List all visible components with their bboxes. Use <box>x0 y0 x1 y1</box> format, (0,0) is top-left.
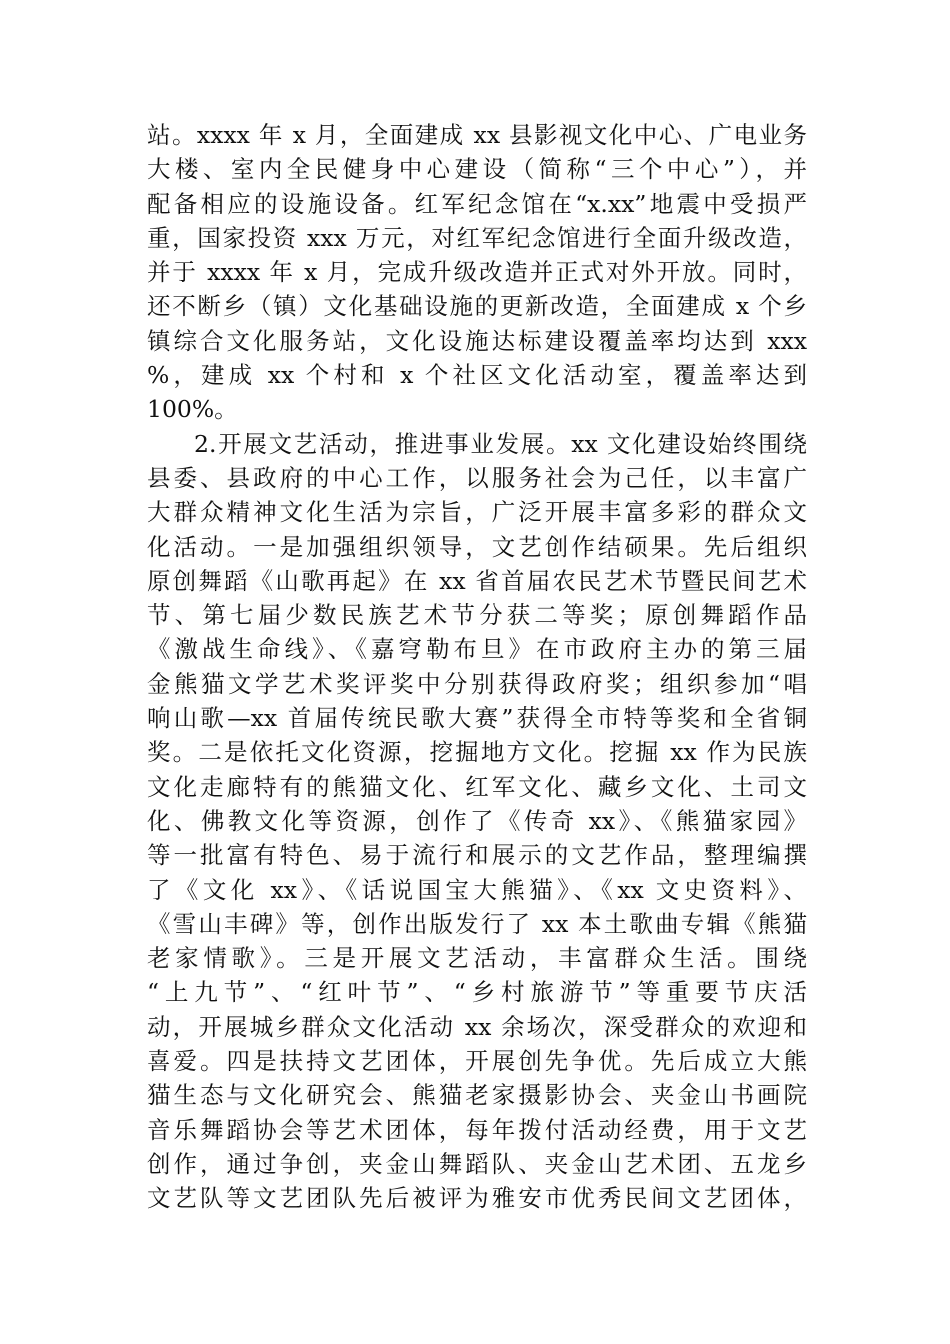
text-line: 金熊猫文学艺术奖评奖中分别获得政府奖；组织参加“唱 <box>147 669 807 698</box>
text-line: 化活动。一是加强组织领导，文艺创作结硕果。先后组织 <box>147 532 807 561</box>
text-line: 《激战生命线》、《嘉穹勒布旦》在市政府主办的第三届 <box>147 635 807 664</box>
text-line: 猫生态与文化研究会、熊猫老家摄影协会、夹金山书画院 <box>147 1081 807 1110</box>
text-line: 文化走廊特有的熊猫文化、红军文化、藏乡文化、土司文 <box>147 772 807 801</box>
text-line: 《雪山丰碑》等，创作出版发行了 xx 本土歌曲专辑《熊猫 <box>147 909 807 938</box>
text-line: 化、佛教文化等资源，创作了《传奇 xx》、《熊猫家园》 <box>147 806 807 835</box>
text-line: 大群众精神文化生活为宗旨，广泛开展丰富多彩的群众文 <box>147 498 807 527</box>
text-line: 配备相应的设施设备。红军纪念馆在“x.xx”地震中受损严 <box>147 189 807 218</box>
text-line: 原创舞蹈《山歌再起》在 xx 省首届农民艺术节暨民间艺术 <box>147 566 807 595</box>
text-line: 动，开展城乡群众文化活动 xx 余场次，深受群众的欢迎和 <box>147 1012 807 1041</box>
text-line: 并于 xxxx 年 x 月，完成升级改造并正式对外开放。同时， <box>147 258 807 287</box>
text-line: 创作，通过争创，夹金山舞蹈队、夹金山艺术团、五龙乡 <box>147 1149 807 1178</box>
text-line: 响山歌—xx 首届传统民歌大赛”获得全市特等奖和全省铜 <box>147 704 807 733</box>
text-line: 奖。二是依托文化资源，挖掘地方文化。挖掘 xx 作为民族 <box>147 738 807 767</box>
text-line: %，建成 xx 个村和 x 个社区文化活动室，覆盖率达到 <box>147 361 807 390</box>
text-line: 县委、县政府的中心工作，以服务社会为己任，以丰富广 <box>147 463 807 492</box>
text-line: 站。xxxx 年 x 月，全面建成 xx 县影视文化中心、广电业务 <box>147 121 807 149</box>
text-line: 节、第七届少数民族艺术节分获二等奖；原创舞蹈作品 <box>147 601 807 630</box>
document-body <box>147 118 807 1216</box>
text-line: “上九节”、“红叶节”、“乡村旅游节”等重要节庆活 <box>147 978 807 1007</box>
text-line: 等一批富有特色、易于流行和展示的文艺作品，整理编撰 <box>147 841 807 870</box>
text-line: 重，国家投资 xxx 万元，对红军纪念馆进行全面升级改造， <box>147 223 807 252</box>
text-line: 喜爱。四是扶持文艺团体，开展创先争优。先后成立大熊 <box>147 1047 807 1076</box>
text-line: 老家情歌》。三是开展文艺活动，丰富群众生活。围绕 <box>147 944 807 973</box>
text-line: 音乐舞蹈协会等艺术团体，每年拨付活动经费，用于文艺 <box>147 1115 807 1144</box>
text-line: 2.开展文艺活动，推进事业发展。xx 文化建设始终围绕 <box>194 429 807 458</box>
text-line: 大楼、室内全民健身中心建设（简称“三个中心”），并 <box>147 155 807 184</box>
text-line: 文艺队等文艺团队先后被评为雅安市优秀民间文艺团体， <box>147 1184 807 1213</box>
text-line: 还不断乡（镇）文化基础设施的更新改造，全面建成 x 个乡 <box>147 292 807 321</box>
text-line: 100%。 <box>147 395 238 424</box>
paragraph-2 <box>147 427 807 1216</box>
text-line: 镇综合文化服务站，文化设施达标建设覆盖率均达到 xxx <box>147 326 807 355</box>
text-line: 了《文化 xx》、《话说国宝大熊猫》、《xx 文史资料》、 <box>147 875 807 904</box>
paragraph-1 <box>147 118 807 427</box>
